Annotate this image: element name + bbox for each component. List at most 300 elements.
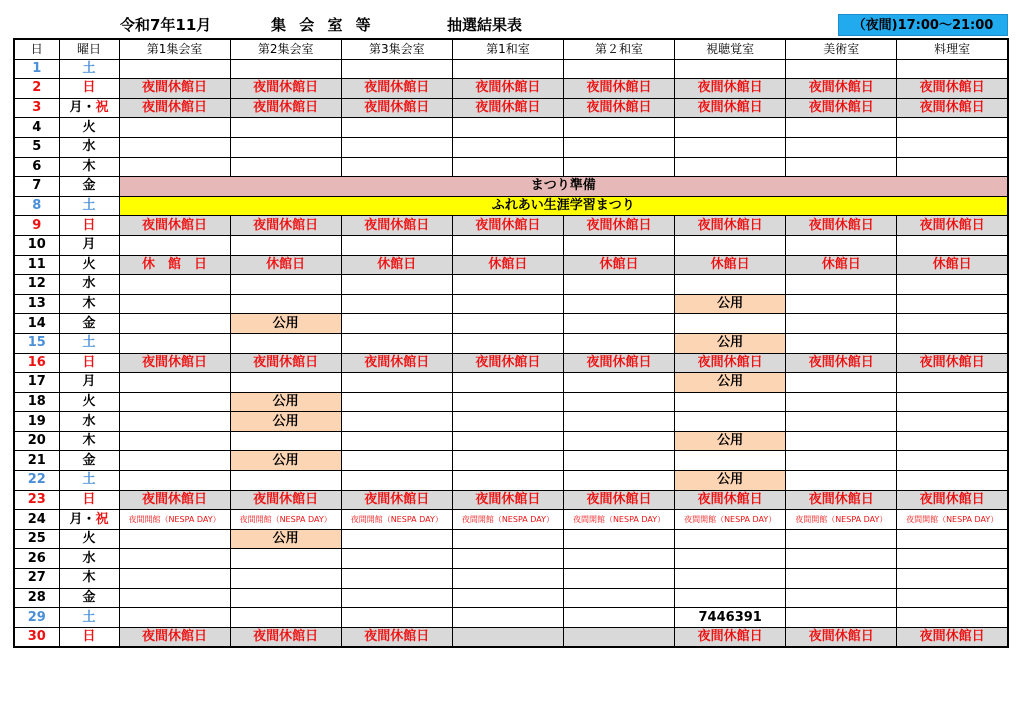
empty-cell [897,333,1008,353]
nespa-day-cell: 夜間開館（NESPA DAY） [675,510,786,530]
empty-cell [675,137,786,157]
empty-cell [786,392,897,412]
empty-cell [452,529,563,549]
weekday-cell: 月 [59,373,119,393]
empty-cell [452,412,563,432]
weekday-cell: 火 [59,392,119,412]
nespa-day-cell: 夜間開館（NESPA DAY） [564,510,675,530]
empty-cell [564,529,675,549]
empty-cell [452,314,563,334]
empty-cell [341,588,452,608]
empty-cell [897,392,1008,412]
empty-cell [786,118,897,138]
empty-cell [564,294,675,314]
nespa-day-cell: 夜間開館（NESPA DAY） [119,510,230,530]
day-cell: 11 [14,255,59,275]
public-use-cell: 公用 [675,294,786,314]
closed-cell: 夜間休館日 [675,353,786,373]
day-cell: 13 [14,294,59,314]
empty-cell [230,471,341,491]
empty-cell [452,588,563,608]
empty-cell [119,333,230,353]
empty-cell [897,157,1008,177]
empty-cell [564,373,675,393]
festival-banner: ふれあい生涯学習まつり [119,196,1008,216]
empty-cell [786,373,897,393]
empty-cell [119,549,230,569]
weekday-cell: 火 [59,255,119,275]
empty-cell [897,412,1008,432]
closed-cell: 夜間休館日 [675,490,786,510]
closed-cell: 夜間休館日 [564,79,675,99]
closed-cell: 夜間休館日 [341,627,452,647]
table-row [14,137,1008,157]
day-cell: 17 [14,373,59,393]
table-row [14,549,1008,569]
closed-cell: 休館日 [897,255,1008,275]
empty-cell [897,471,1008,491]
weekday-cell: 土 [59,196,119,216]
empty-cell [564,157,675,177]
closed-cell: 夜間休館日 [675,79,786,99]
closed-cell: 夜間休館日 [119,79,230,99]
empty-cell [786,137,897,157]
weekday-cell: 水 [59,412,119,432]
weekday-cell: 日 [59,79,119,99]
empty-cell [341,569,452,589]
weekday-mon: 月・ [69,100,96,116]
weekday-cell [59,98,119,118]
day-cell: 2 [14,79,59,99]
empty-cell [119,59,230,79]
day-cell: 25 [14,529,59,549]
empty-cell [564,627,675,647]
empty-cell [564,412,675,432]
day-cell: 28 [14,588,59,608]
empty-cell [119,137,230,157]
day-cell: 21 [14,451,59,471]
public-use-cell: 公用 [230,529,341,549]
closed-cell: 夜間休館日 [230,627,341,647]
nespa-day-cell: 夜間開館（NESPA DAY） [897,510,1008,530]
closed-cell: 夜間休館日 [230,98,341,118]
empty-cell [897,529,1008,549]
closed-cell: 夜間休館日 [897,627,1008,647]
result-title: 抽選結果表 [447,16,523,34]
empty-cell [341,59,452,79]
empty-cell [119,373,230,393]
weekday-cell: 木 [59,294,119,314]
public-use-cell: 公用 [230,412,341,432]
empty-cell [230,608,341,628]
closed-cell: 夜間休館日 [230,79,341,99]
empty-cell [230,588,341,608]
empty-cell [119,608,230,628]
public-use-cell: 公用 [675,431,786,451]
weekday-cell: 土 [59,333,119,353]
closed-cell: 休館日 [675,255,786,275]
empty-cell [119,529,230,549]
closed-cell: 夜間休館日 [675,216,786,236]
empty-cell [564,569,675,589]
closed-cell: 夜間休館日 [786,627,897,647]
empty-cell [452,157,563,177]
time-badge: （夜間)17:00～21:00 [838,14,1008,36]
empty-cell [341,412,452,432]
day-cell: 3 [14,98,59,118]
day-cell: 4 [14,118,59,138]
empty-cell [786,451,897,471]
empty-cell [675,412,786,432]
closed-cell: 夜間休館日 [341,98,452,118]
empty-cell [452,235,563,255]
public-use-cell: 公用 [675,333,786,353]
closed-cell: 夜間休館日 [341,353,452,373]
col-header-weekday: 曜日 [59,39,119,59]
day-cell: 24 [14,510,59,530]
empty-cell [452,549,563,569]
day-cell: 30 [14,627,59,647]
closed-cell: 夜間休館日 [897,98,1008,118]
empty-cell [230,59,341,79]
closed-cell: 夜間休館日 [564,98,675,118]
table-row [14,314,1008,334]
empty-cell [341,314,452,334]
day-cell: 19 [14,412,59,432]
empty-cell [452,137,563,157]
empty-cell [897,608,1008,628]
table-row [14,588,1008,608]
closed-cell: 夜間休館日 [341,490,452,510]
empty-cell [675,451,786,471]
weekday-cell: 金 [59,177,119,197]
empty-cell [675,157,786,177]
closed-cell: 夜間休館日 [452,490,563,510]
day-cell: 20 [14,431,59,451]
empty-cell [897,294,1008,314]
weekday-cell: 月 [59,235,119,255]
empty-cell [119,314,230,334]
empty-cell [897,275,1008,295]
public-use-cell: 公用 [675,471,786,491]
empty-cell [786,412,897,432]
empty-cell [341,451,452,471]
empty-cell [564,235,675,255]
table-row [14,451,1008,471]
empty-cell [341,471,452,491]
empty-cell [564,275,675,295]
empty-cell [786,608,897,628]
nespa-day-cell: 夜間開館（NESPA DAY） [341,510,452,530]
weekday-cell: 土 [59,59,119,79]
weekday-cell: 日 [59,216,119,236]
weekday-cell: 日 [59,627,119,647]
empty-cell [897,137,1008,157]
day-cell: 5 [14,137,59,157]
empty-cell [119,431,230,451]
table-row [14,294,1008,314]
public-use-cell: 公用 [675,373,786,393]
empty-cell [341,235,452,255]
col-header-cooking-room: 料理室 [897,39,1008,59]
empty-cell [119,157,230,177]
empty-cell [786,275,897,295]
empty-cell [564,59,675,79]
closed-cell: 夜間休館日 [897,216,1008,236]
closed-cell: 休 館 日 [119,255,230,275]
weekday-cell: 木 [59,431,119,451]
day-cell: 12 [14,275,59,295]
empty-cell [341,275,452,295]
empty-cell [897,451,1008,471]
empty-cell [786,314,897,334]
empty-cell [786,59,897,79]
weekday-cell: 木 [59,157,119,177]
table-row [14,255,1008,275]
closed-cell: 休館日 [230,255,341,275]
empty-cell [897,549,1008,569]
closed-cell: 夜間休館日 [452,79,563,99]
empty-cell [675,235,786,255]
closed-cell: 夜間休館日 [452,98,563,118]
empty-cell [786,529,897,549]
closed-cell: 夜間休館日 [119,98,230,118]
closed-cell: 夜間休館日 [564,353,675,373]
table-row [14,177,1008,197]
empty-cell [341,333,452,353]
table-row [14,275,1008,295]
empty-cell [897,373,1008,393]
weekday-mon: 月・ [69,511,96,527]
table-row [14,627,1008,647]
table-row [14,59,1008,79]
empty-cell [786,333,897,353]
table-row [14,157,1008,177]
empty-cell [897,588,1008,608]
table-row [14,216,1008,236]
empty-cell [119,118,230,138]
empty-cell [452,118,563,138]
weekday-cell: 日 [59,353,119,373]
day-cell: 15 [14,333,59,353]
weekday-cell [59,510,119,530]
empty-cell [341,118,452,138]
empty-cell [230,431,341,451]
empty-cell [897,569,1008,589]
empty-cell [341,294,452,314]
weekday-cell: 土 [59,471,119,491]
empty-cell [230,549,341,569]
empty-cell [119,451,230,471]
col-header-room-2: 第2集会室 [230,39,341,59]
closed-cell: 夜間休館日 [452,353,563,373]
empty-cell [452,275,563,295]
empty-cell [452,59,563,79]
empty-cell [119,471,230,491]
weekday-holiday: 祝 [95,100,109,116]
col-header-room-1: 第1集会室 [119,39,230,59]
table-row [14,569,1008,589]
empty-cell [786,157,897,177]
public-use-cell: 公用 [230,314,341,334]
lottery-result-table [13,38,1009,648]
closed-cell: 夜間休館日 [564,490,675,510]
empty-cell [119,588,230,608]
report-month: 令和7年11月 [120,16,212,34]
facility-title: 集 会 室 等 [271,16,375,34]
day-cell: 7 [14,177,59,197]
empty-cell [230,333,341,353]
empty-cell [452,333,563,353]
number-cell: 7446391 [675,608,786,628]
day-cell: 29 [14,608,59,628]
day-cell: 8 [14,196,59,216]
empty-cell [675,588,786,608]
empty-cell [341,529,452,549]
empty-cell [675,118,786,138]
empty-cell [452,373,563,393]
weekday-cell: 日 [59,490,119,510]
table-row [14,196,1008,216]
empty-cell [341,549,452,569]
empty-cell [786,471,897,491]
empty-cell [564,137,675,157]
empty-cell [230,373,341,393]
empty-cell [452,392,563,412]
closed-cell: 休館日 [786,255,897,275]
day-cell: 16 [14,353,59,373]
empty-cell [675,392,786,412]
empty-cell [230,157,341,177]
empty-cell [897,314,1008,334]
table-row [14,608,1008,628]
col-header-japanese-room-1: 第1和室 [452,39,563,59]
header-row [14,39,1008,59]
col-header-day: 日 [14,39,59,59]
closed-cell: 夜間休館日 [897,353,1008,373]
empty-cell [564,549,675,569]
empty-cell [675,314,786,334]
closed-cell: 夜間休館日 [786,353,897,373]
table-row [14,412,1008,432]
empty-cell [675,59,786,79]
empty-cell [564,314,675,334]
closed-cell: 夜間休館日 [119,353,230,373]
closed-cell: 夜間休館日 [786,216,897,236]
weekday-cell: 木 [59,569,119,589]
empty-cell [230,137,341,157]
closed-cell: 夜間休館日 [452,216,563,236]
empty-cell [341,431,452,451]
closed-cell: 休館日 [452,255,563,275]
empty-cell [119,235,230,255]
empty-cell [119,569,230,589]
empty-cell [452,627,563,647]
empty-cell [564,451,675,471]
empty-cell [897,431,1008,451]
table-row [14,79,1008,99]
closed-cell: 夜間休館日 [897,79,1008,99]
empty-cell [897,118,1008,138]
empty-cell [452,608,563,628]
day-cell: 6 [14,157,59,177]
table-row [14,373,1008,393]
empty-cell [564,333,675,353]
closed-cell: 夜間休館日 [230,216,341,236]
table-row [14,392,1008,412]
day-cell: 22 [14,471,59,491]
closed-cell: 夜間休館日 [119,627,230,647]
empty-cell [786,549,897,569]
closed-cell: 夜間休館日 [341,79,452,99]
weekday-cell: 金 [59,451,119,471]
public-use-cell: 公用 [230,451,341,471]
empty-cell [341,608,452,628]
day-cell: 1 [14,59,59,79]
nespa-day-cell: 夜間開館（NESPA DAY） [452,510,563,530]
empty-cell [786,431,897,451]
closed-cell: 夜間休館日 [341,216,452,236]
festival-prep-banner: まつり準備 [119,177,1008,197]
day-cell: 10 [14,235,59,255]
table-row [14,353,1008,373]
table-row [14,510,1008,530]
table-row [14,118,1008,138]
weekday-cell: 火 [59,529,119,549]
closed-cell: 夜間休館日 [786,79,897,99]
weekday-cell: 火 [59,118,119,138]
empty-cell [675,549,786,569]
col-header-av-room: 視聴覚室 [675,39,786,59]
col-header-art-room: 美術室 [786,39,897,59]
closed-cell: 夜間休館日 [897,490,1008,510]
empty-cell [675,275,786,295]
empty-cell [230,294,341,314]
weekday-cell: 金 [59,314,119,334]
nespa-day-cell: 夜間開館（NESPA DAY） [786,510,897,530]
closed-cell: 夜間休館日 [230,353,341,373]
closed-cell: 夜間休館日 [564,216,675,236]
closed-cell: 夜間休館日 [119,490,230,510]
weekday-holiday: 祝 [95,511,109,527]
nespa-day-cell: 夜間開館（NESPA DAY） [230,510,341,530]
table-row [14,471,1008,491]
day-cell: 27 [14,569,59,589]
empty-cell [564,471,675,491]
table-row [14,333,1008,353]
closed-cell: 夜間休館日 [786,490,897,510]
empty-cell [897,59,1008,79]
empty-cell [452,294,563,314]
empty-cell [230,118,341,138]
empty-cell [341,157,452,177]
empty-cell [119,412,230,432]
col-header-japanese-room-2: 第２和室 [564,39,675,59]
empty-cell [341,392,452,412]
empty-cell [564,118,675,138]
empty-cell [786,569,897,589]
empty-cell [786,235,897,255]
empty-cell [564,608,675,628]
weekday-cell: 水 [59,549,119,569]
empty-cell [675,569,786,589]
closed-cell: 夜間休館日 [786,98,897,118]
empty-cell [230,235,341,255]
empty-cell [230,569,341,589]
public-use-cell: 公用 [230,392,341,412]
day-cell: 9 [14,216,59,236]
empty-cell [786,294,897,314]
